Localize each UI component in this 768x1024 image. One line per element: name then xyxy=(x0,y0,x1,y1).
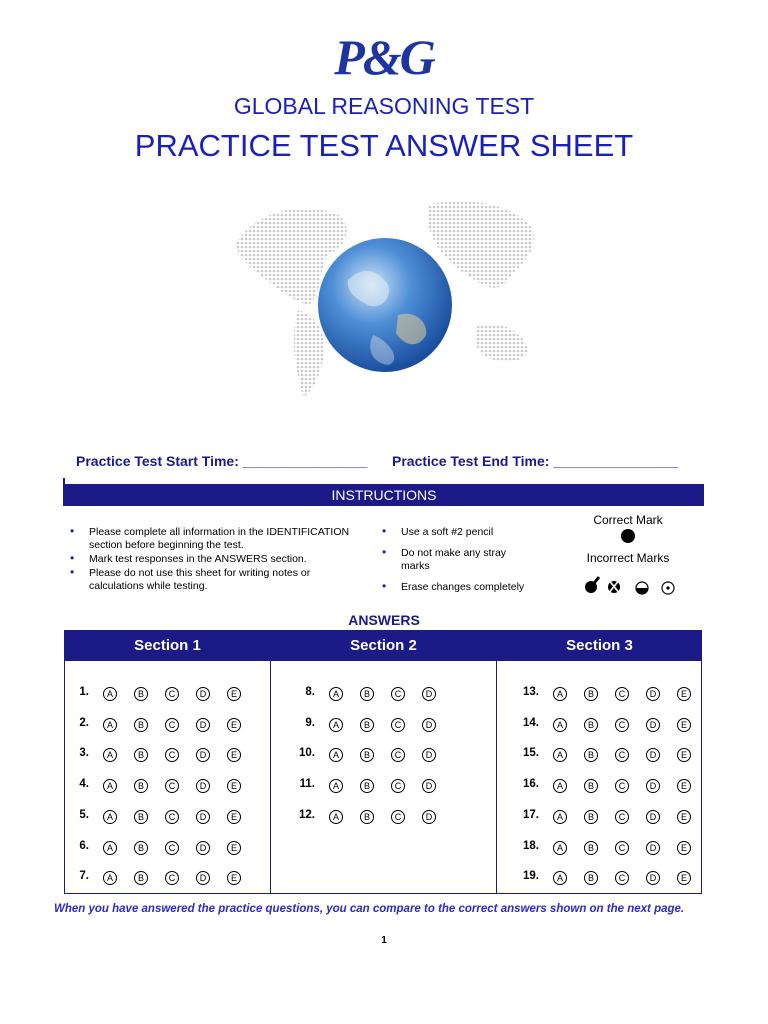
answer-bubble-d[interactable]: D xyxy=(646,871,660,885)
answer-bubble-a[interactable]: A xyxy=(329,718,343,732)
answer-bubble-d[interactable]: D xyxy=(646,841,660,855)
answer-bubble-a[interactable]: A xyxy=(103,871,117,885)
answer-bubble-e[interactable]: E xyxy=(677,687,691,701)
filled-bubble-icon xyxy=(621,529,635,543)
answer-bubble-d[interactable]: D xyxy=(646,779,660,793)
answer-bubble-e[interactable]: E xyxy=(227,748,241,762)
answer-bubble-b[interactable]: B xyxy=(360,718,374,732)
answer-bubble-a[interactable]: A xyxy=(329,810,343,824)
question-number: 18. xyxy=(523,839,539,852)
question-row xyxy=(65,808,270,828)
answer-bubble-d[interactable]: D xyxy=(196,871,210,885)
list-item: • Please complete all information in the IDENTIFICATION section before beginning the test. xyxy=(67,526,352,552)
answer-bubble-b[interactable]: B xyxy=(360,810,374,824)
answer-bubble-a[interactable]: A xyxy=(103,687,117,701)
question-row xyxy=(515,777,702,797)
answer-bubble-a[interactable]: A xyxy=(329,687,343,701)
answer-bubble-e[interactable]: E xyxy=(227,718,241,732)
answer-bubble-d[interactable]: D xyxy=(422,748,436,762)
answer-bubble-b[interactable]: B xyxy=(134,841,148,855)
question-row xyxy=(65,839,270,859)
question-row xyxy=(65,777,270,797)
question-number: 5. xyxy=(79,808,89,821)
instructions-left-list xyxy=(67,526,352,594)
answer-bubble-b[interactable]: B xyxy=(134,779,148,793)
question-number: 11. xyxy=(299,778,315,791)
answer-bubble-c[interactable]: C xyxy=(165,810,179,824)
incorrect-marks-label: Incorrect Marks xyxy=(586,551,670,565)
answer-bubble-b[interactable]: B xyxy=(134,871,148,885)
answer-bubble-a[interactable]: A xyxy=(553,810,567,824)
answer-bubble-a[interactable]: A xyxy=(103,779,117,793)
answer-bubble-c[interactable]: C xyxy=(615,871,629,885)
answer-bubble-b[interactable]: B xyxy=(584,748,598,762)
answer-bubble-a[interactable]: A xyxy=(103,748,117,762)
list-item: • Mark test responses in the ANSWERS section. xyxy=(67,553,352,566)
answer-bubble-e[interactable]: E xyxy=(677,718,691,732)
question-number: 9. xyxy=(305,716,315,729)
answer-bubble-c[interactable]: C xyxy=(165,779,179,793)
pg-logo: P&G xyxy=(334,29,434,85)
answer-bubble-d[interactable]: D xyxy=(646,748,660,762)
answer-bubble-c[interactable]: C xyxy=(615,718,629,732)
answer-bubble-e[interactable]: E xyxy=(227,841,241,855)
question-number: 17. xyxy=(523,808,539,821)
answer-bubble-e[interactable]: E xyxy=(677,779,691,793)
question-number: 15. xyxy=(523,747,539,760)
answer-bubble-a[interactable]: A xyxy=(103,810,117,824)
answer-bubble-c[interactable]: C xyxy=(391,718,405,732)
question-row xyxy=(291,685,496,705)
answer-bubble-b[interactable]: B xyxy=(584,871,598,885)
question-row xyxy=(515,808,702,828)
question-number: 3. xyxy=(79,747,89,760)
answer-bubble-b[interactable]: B xyxy=(584,687,598,701)
question-number: 6. xyxy=(79,839,89,852)
answer-bubble-b[interactable]: B xyxy=(584,841,598,855)
section-3-header: Section 3 xyxy=(497,631,702,661)
answer-bubble-c[interactable]: C xyxy=(165,871,179,885)
answer-bubble-a[interactable]: A xyxy=(553,841,567,855)
answer-bubble-c[interactable]: C xyxy=(615,810,629,824)
answer-bubble-e[interactable]: E xyxy=(227,779,241,793)
question-row xyxy=(291,777,496,797)
answer-bubble-c[interactable]: C xyxy=(615,687,629,701)
list-item: • Use a soft #2 pencil xyxy=(379,526,529,539)
answer-bubble-b[interactable]: B xyxy=(134,718,148,732)
globe-illustration xyxy=(228,185,538,400)
divider xyxy=(496,631,497,893)
answer-bubble-e[interactable]: E xyxy=(677,871,691,885)
answer-grid xyxy=(64,630,702,894)
question-number: 16. xyxy=(523,778,539,791)
answer-bubble-c[interactable]: C xyxy=(391,687,405,701)
question-number: 7. xyxy=(79,870,89,883)
answer-bubble-a[interactable]: A xyxy=(103,718,117,732)
question-number: 14. xyxy=(523,716,539,729)
start-time-field[interactable]: Practice Test Start Time: ________________ xyxy=(76,453,368,469)
test-subtitle: GLOBAL REASONING TEST xyxy=(233,93,535,119)
divider xyxy=(270,631,271,893)
answer-bubble-d[interactable]: D xyxy=(422,779,436,793)
question-row xyxy=(65,746,270,766)
answer-bubble-a[interactable]: A xyxy=(329,779,343,793)
answer-bubble-e[interactable]: E xyxy=(677,748,691,762)
end-time-field[interactable]: Practice Test End Time: ________________ xyxy=(392,453,678,469)
question-number: 2. xyxy=(79,716,89,729)
question-row xyxy=(515,685,702,705)
answer-bubble-d[interactable]: D xyxy=(196,841,210,855)
answer-bubble-c[interactable]: C xyxy=(391,779,405,793)
answer-bubble-b[interactable]: B xyxy=(134,687,148,701)
answer-bubble-e[interactable]: E xyxy=(227,687,241,701)
question-number: 13. xyxy=(523,686,539,698)
answer-bubble-d[interactable]: D xyxy=(422,687,436,701)
page-title: PRACTICE TEST ANSWER SHEET xyxy=(134,128,634,163)
incorrect-marks-icon xyxy=(582,576,682,596)
answer-bubble-c[interactable]: C xyxy=(165,718,179,732)
answer-bubble-e[interactable]: E xyxy=(227,810,241,824)
answer-bubble-e[interactable]: E xyxy=(227,871,241,885)
question-row xyxy=(65,716,270,736)
world-map-icon xyxy=(228,185,538,400)
list-item: • Please do not use this sheet for writing notes or calculations while testing. xyxy=(67,567,352,593)
question-row xyxy=(65,869,270,889)
answer-bubble-a[interactable]: A xyxy=(553,748,567,762)
question-row xyxy=(291,746,496,766)
answer-bubble-c[interactable]: C xyxy=(165,748,179,762)
answer-bubble-c[interactable]: C xyxy=(165,841,179,855)
incorrect-marks-icons xyxy=(582,576,682,596)
answer-bubble-d[interactable]: D xyxy=(646,810,660,824)
answer-bubble-b[interactable]: B xyxy=(360,779,374,793)
answer-bubble-b[interactable]: B xyxy=(584,718,598,732)
answer-bubble-c[interactable]: C xyxy=(391,810,405,824)
answer-bubble-b[interactable]: B xyxy=(584,779,598,793)
correct-mark-label: Correct Mark xyxy=(593,513,663,527)
question-number: 4. xyxy=(79,778,89,791)
instructions-heading: INSTRUCTIONS xyxy=(64,484,704,506)
section-1-header: Section 1 xyxy=(65,631,270,661)
answer-bubble-b[interactable]: B xyxy=(134,810,148,824)
page-number: 1 xyxy=(381,935,387,946)
question-row xyxy=(515,839,702,859)
answer-bubble-a[interactable]: A xyxy=(553,687,567,701)
answer-bubble-b[interactable]: B xyxy=(134,748,148,762)
answer-bubble-a[interactable]: A xyxy=(553,779,567,793)
answer-bubble-e[interactable]: E xyxy=(677,810,691,824)
answer-bubble-d[interactable]: D xyxy=(196,687,210,701)
question-number: 10. xyxy=(299,747,315,760)
answer-bubble-c[interactable]: C xyxy=(615,841,629,855)
list-item: • Do not make any stray marks xyxy=(379,547,529,573)
answer-bubble-d[interactable]: D xyxy=(196,718,210,732)
answer-bubble-b[interactable]: B xyxy=(584,810,598,824)
section-2-header: Section 2 xyxy=(271,631,496,661)
answer-bubble-d[interactable]: D xyxy=(422,718,436,732)
answer-bubble-b[interactable]: B xyxy=(360,687,374,701)
question-row xyxy=(515,869,702,889)
answer-bubble-c[interactable]: C xyxy=(391,748,405,762)
question-row xyxy=(65,685,270,705)
list-item: • Erase changes completely xyxy=(379,581,529,594)
answer-bubble-d[interactable]: D xyxy=(646,718,660,732)
answer-bubble-c[interactable]: C xyxy=(615,779,629,793)
answer-bubble-a[interactable]: A xyxy=(553,871,567,885)
question-row xyxy=(515,746,702,766)
answers-heading: ANSWERS xyxy=(348,612,420,628)
question-number: 8. xyxy=(305,686,315,698)
answer-bubble-b[interactable]: B xyxy=(360,748,374,762)
answer-bubble-d[interactable]: D xyxy=(196,810,210,824)
answer-bubble-c[interactable]: C xyxy=(615,748,629,762)
answer-bubble-a[interactable]: A xyxy=(103,841,117,855)
answer-bubble-d[interactable]: D xyxy=(646,687,660,701)
question-row xyxy=(291,808,496,828)
instructions-right-list xyxy=(379,526,529,595)
question-row xyxy=(515,716,702,736)
question-row xyxy=(291,716,496,736)
answer-bubble-c[interactable]: C xyxy=(165,687,179,701)
answer-bubble-a[interactable]: A xyxy=(329,748,343,762)
footer-note: When you have answered the practice questions, you can compare to the correct answers shown on the next page. xyxy=(54,903,685,915)
answer-bubble-e[interactable]: E xyxy=(677,841,691,855)
answer-bubble-d[interactable]: D xyxy=(196,748,210,762)
question-number: 19. xyxy=(523,870,539,883)
question-number: 1. xyxy=(79,686,89,698)
answer-bubble-a[interactable]: A xyxy=(553,718,567,732)
answer-bubble-d[interactable]: D xyxy=(196,779,210,793)
answer-bubble-d[interactable]: D xyxy=(422,810,436,824)
question-number: 12. xyxy=(299,808,315,821)
